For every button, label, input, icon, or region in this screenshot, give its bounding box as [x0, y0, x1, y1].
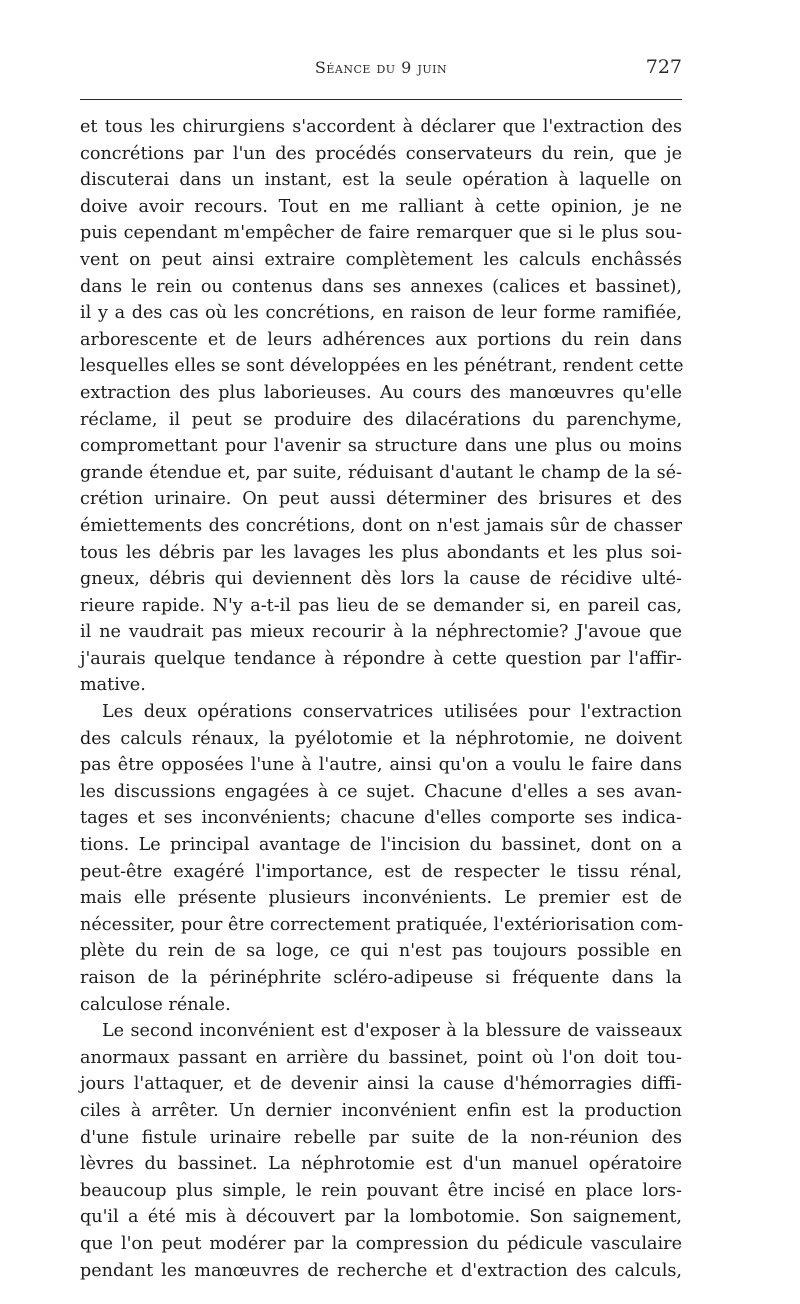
text-line: beaucoup plus simple, le rein pouvant être incisé en place lors- — [80, 1180, 682, 1201]
text-line: qu'il a été mis à découvert par la lombotomie. Son saignement, — [80, 1207, 682, 1228]
paragraph-1 — [80, 114, 682, 699]
text-line: émiettements des concrétions, dont on n'est jamais sûr de chasser — [80, 515, 682, 536]
running-head-title — [80, 58, 682, 77]
text-line: concrétions par l'un des procédés conservateurs du rein, que je — [80, 143, 682, 164]
text-line: pas être opposées l'une à l'autre, ainsi qu'on a voulu le faire dans — [80, 755, 682, 776]
text-line: des calculs rénaux, la pyélotomie et la néphrotomie, ne doivent — [80, 728, 682, 749]
page-number: 727 — [645, 56, 682, 78]
text-line: puis cependant m'empêcher de faire remarquer que si le plus sou- — [80, 223, 682, 244]
text-line: pendant les manœuvres de recherche et d'extraction des calculs, — [80, 1260, 682, 1281]
text-line: mais elle présente plusieurs inconvénients. Le premier est de — [80, 888, 682, 909]
text-line: raison de la périnéphrite scléro-adipeuse si fréquente dans la — [80, 968, 682, 988]
text-line: compromettant pour l'avenir sa structure dans une plus ou moins — [80, 436, 682, 457]
text-line: ciles à arrêter. Un dernier inconvénient enfin est la production — [80, 1100, 682, 1121]
text-line: jours l'attaquer, et de devenir ainsi la cause d'hémorragies diffi- — [80, 1074, 682, 1095]
text-line: mative. — [80, 675, 146, 696]
text-line: calculose rénale. — [80, 994, 231, 1015]
text-line: que l'on peut modérer par la compression du pédicule vasculaire — [80, 1233, 682, 1254]
text-line: lesquelles elles se sont développées en les pénétrant, rendent cette — [80, 356, 684, 377]
body-text — [80, 114, 682, 1284]
text-line: tous les débris par les lavages les plus abondants et les plus soi- — [80, 542, 682, 563]
text-line: dans le rein ou contenus dans ses annexes (calices et bassinet), — [80, 276, 682, 297]
paragraph-2 — [80, 699, 682, 1018]
text-line: extraction des plus laborieuses. Au cours des manœuvres qu'elle — [80, 382, 682, 403]
text-line: arborescente et de leurs adhérences aux portions du rein dans — [80, 329, 682, 350]
text-line: tages et ses inconvénients; chacune d'elles comporte ses indica- — [80, 808, 682, 829]
text-line: et tous les chirurgiens s'accordent à déclarer que l'extraction des — [80, 117, 682, 137]
text-line: plète du rein de sa loge, ce qui n'est pas toujours possible en — [80, 941, 682, 962]
text-line: Les deux opérations conservatrices utilisées pour l'extraction — [102, 702, 682, 723]
text-line: les discussions engagées à ce sujet. Chacune d'elles a ses avan- — [80, 781, 682, 802]
text-line: vent on peut ainsi extraire complètement les calculs enchâssés — [80, 249, 682, 270]
title-rest: éance du — [326, 58, 396, 77]
text-line: tions. Le principal avantage de l'incision du bassinet, dont on a — [80, 835, 682, 856]
title-prefix: S — [314, 58, 327, 77]
running-head — [80, 58, 682, 84]
text-line: j'aurais quelque tendance à répondre à cette question par l'affir- — [80, 648, 682, 669]
text-line: lèvres du bassinet. La néphrotomie est d'un manuel opératoire — [80, 1154, 682, 1175]
text-line: réclame, il peut se produire des dilacérations du parenchyme, — [80, 409, 682, 430]
paragraph-3 — [80, 1018, 682, 1284]
text-line: nécessiter, pour être correctement pratiquée, l'extériorisation com- — [80, 914, 684, 935]
text-line: d'une fistule urinaire rebelle par suite de la non-réunion des — [80, 1127, 682, 1148]
text-line: rieure rapide. N'y a-t-il pas lieu de se demander si, en pareil cas, — [80, 595, 682, 616]
text-line: il ne vaudrait pas mieux recourir à la néphrectomie? J'avoue que — [80, 622, 682, 643]
text-line: doive avoir recours. Tout en me ralliant à cette opinion, je ne — [80, 196, 682, 217]
text-line: Le second inconvénient est d'exposer à la blessure de vaisseaux — [102, 1021, 682, 1042]
header-rule — [80, 99, 682, 100]
title-number: 9 — [401, 58, 412, 77]
text-line: anormaux passant en arrière du bassinet, point où l'on doit tou- — [80, 1047, 682, 1068]
text-line: grande étendue et, par suite, réduisant d'autant le champ de la sé- — [80, 462, 682, 483]
text-line: peut-être exagéré l'importance, est de respecter le tissu rénal, — [80, 861, 682, 882]
text-line: discuterai dans un instant, est la seule opération à laquelle on — [80, 170, 682, 191]
text-line: il y a des cas où les concrétions, en raison de leur forme ramifiée, — [80, 303, 682, 324]
text-line: crétion urinaire. On peut aussi déterminer des brisures et des — [80, 489, 682, 510]
title-month: juin — [417, 58, 448, 77]
text-line: gneux, débris qui deviennent dès lors la cause de récidive ulté- — [80, 569, 682, 590]
